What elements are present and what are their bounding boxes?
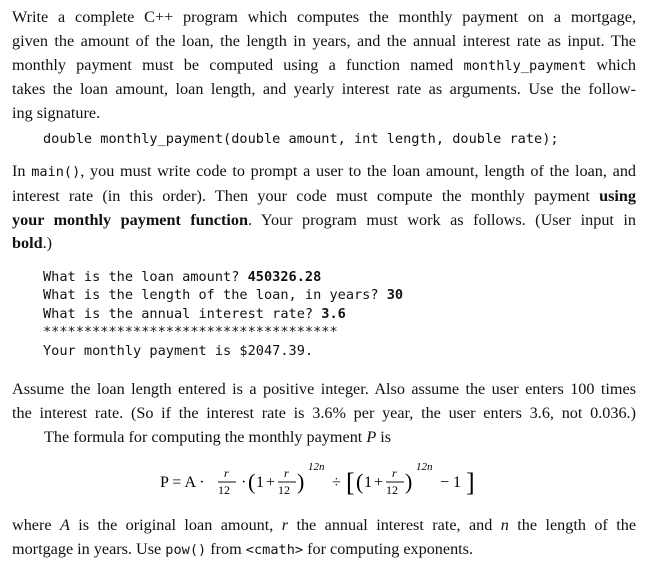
example-session: [43, 268, 403, 360]
function-name-code: monthly_payment: [463, 57, 587, 74]
intro-line-4: takes the loan amount, loan length, and yearly interest rate as arguments. Use the follow-: [12, 80, 636, 99]
closing-2-a: mortgage in years. Use: [12, 539, 166, 558]
formula-svg: [160, 460, 500, 506]
frac1-num: r: [224, 466, 229, 480]
closing-1-d: the length of the: [508, 516, 637, 534]
var-A: A: [59, 516, 70, 534]
rbracket: ]: [466, 468, 475, 497]
plus-2: +: [374, 474, 384, 491]
main-line-1: [12, 160, 636, 185]
session-line-3: [43, 305, 403, 323]
assume-line-2: the interest rate. (So if the interest rate is 3.6% per year, the user enters 3.6, not 0.036.): [12, 403, 636, 422]
main-line-1-b: , you must write code to prompt a user to the loan amount, length of the loan, and: [80, 162, 637, 180]
closing-2-b: from: [206, 539, 246, 558]
session-line-2: [43, 286, 403, 304]
intro-line-1: Write a complete C++ program which computes the monthly payment on a mortgage,: [12, 8, 636, 26]
one-2: 1: [364, 474, 372, 491]
prompt-amount: What is the loan amount?: [43, 269, 248, 285]
exp-1: 12n: [308, 461, 325, 473]
lbracket: [: [346, 468, 355, 497]
main-line-2-bold: using: [599, 186, 636, 205]
intro-line-5: ing signature.: [12, 104, 101, 123]
closing-line-2: [12, 538, 636, 563]
frac2-num: r: [284, 466, 289, 480]
main-line-3: [12, 209, 636, 233]
cmath-code: <cmath>: [245, 541, 304, 558]
input-length: 30: [386, 287, 404, 304]
main-code: main(): [31, 164, 81, 180]
rparen-2: ): [405, 469, 413, 494]
assume-line-1: Assume the loan length entered is a positive integer. Also assume the user enters 100 times: [12, 380, 636, 398]
lparen-2: (: [356, 469, 364, 494]
closing-1-b: is the original loan amount,: [69, 516, 282, 534]
rparen-1: ): [297, 469, 305, 494]
var-P: P: [366, 427, 377, 446]
closing-1-a: where: [12, 516, 60, 534]
minus-one: − 1: [440, 474, 462, 491]
div-op: ÷: [332, 474, 341, 491]
main-line-4-bold: bold: [12, 234, 43, 253]
closing-paragraph: [12, 514, 636, 563]
one-1: 1: [256, 474, 264, 491]
intro-paragraph: [12, 6, 636, 126]
intro-line-3: [12, 54, 636, 79]
session-result: Your monthly payment is $2047.39.: [43, 342, 314, 359]
frac1-den: 12: [218, 483, 230, 497]
closing-1-c: the annual interest rate, and: [288, 516, 501, 534]
input-amount: 450326.28: [247, 269, 322, 285]
payment-formula: [160, 460, 500, 506]
assume-line-3-b: is: [376, 427, 392, 446]
closing-line-1: [12, 514, 636, 538]
prompt-length: What is the length of the loan, in years?: [43, 287, 387, 304]
input-rate: 3.6: [321, 305, 346, 322]
pow-code: pow(): [165, 541, 207, 558]
frac3-den: 12: [386, 483, 398, 497]
intro-line-3-text: monthly payment must be computed using a function named: [12, 55, 464, 74]
assume-line-3-a: The formula for computing the monthly payment: [44, 427, 367, 446]
intro-line-3-tail: which: [586, 55, 636, 74]
formula-lhs: P = A ·: [160, 474, 205, 491]
prompt-rate: What is the annual interest rate?: [43, 305, 322, 322]
main-line-1-a: In: [12, 162, 32, 180]
main-line-2: [12, 185, 636, 209]
dot-op: ·: [241, 474, 247, 491]
var-r: r: [281, 516, 289, 534]
exp-2: 12n: [416, 461, 433, 473]
main-line-4: [12, 232, 636, 256]
lparen-1: (: [248, 469, 256, 494]
frac2-den: 12: [278, 483, 290, 497]
main-line-3-bold: your monthly payment function: [12, 210, 248, 229]
function-signature: double monthly_payment(double amount, int length, double rate);: [43, 131, 559, 147]
closing-2-c: for computing exponents.: [303, 539, 474, 558]
main-line-2-a: interest rate (in this order). Then your code must compute the monthly payment: [12, 186, 600, 205]
intro-line-2: given the amount of the loan, the length in years, and the annual interest rate as input. The: [12, 31, 636, 50]
separator-stars: ************************************: [43, 324, 338, 341]
session-line-1: [43, 268, 403, 286]
main-line-4-b: .): [42, 234, 53, 253]
plus-1: +: [266, 474, 276, 491]
assume-line-3: [12, 426, 636, 450]
frac3-num: r: [392, 466, 397, 480]
main-paragraph: [12, 160, 636, 256]
main-line-3-b: . Your program must work as follows. (User input in: [247, 210, 636, 229]
var-n: n: [500, 516, 509, 534]
assumption-paragraph: [12, 378, 636, 449]
